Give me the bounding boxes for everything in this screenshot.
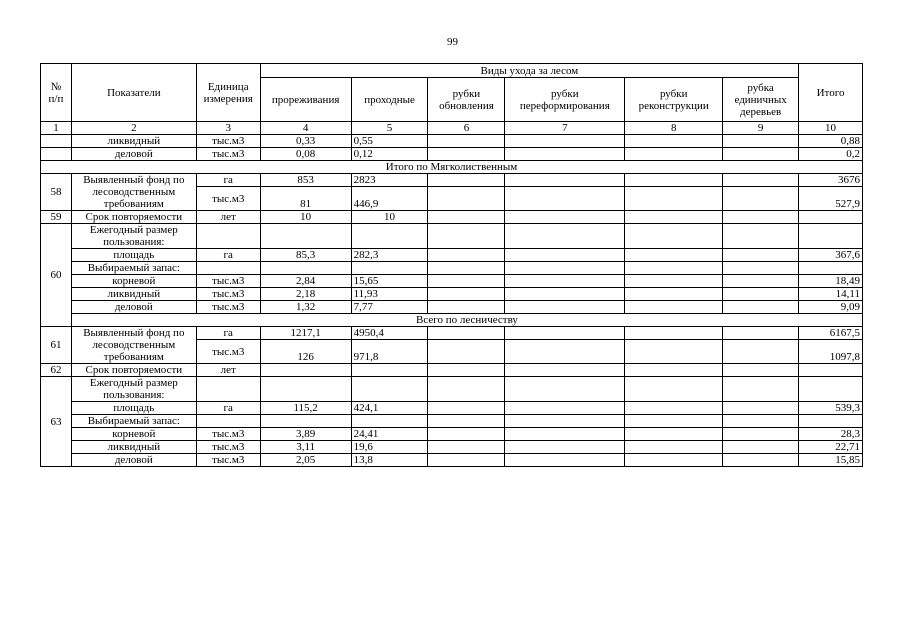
table-row	[41, 441, 863, 454]
cell-value: 971,8	[351, 340, 428, 364]
section-title: Всего по лесничеству	[71, 314, 862, 327]
row-label: ликвидный	[71, 288, 196, 301]
row-unit: тыс.м3	[196, 135, 260, 148]
row-number: 60	[41, 224, 72, 327]
cell-value: 11,93	[351, 288, 428, 301]
cell-value: 7,77	[351, 301, 428, 314]
forest-care-table	[40, 63, 863, 467]
table-row	[41, 377, 863, 402]
col-number: 3	[196, 122, 260, 135]
row-unit: лет	[196, 364, 260, 377]
cell-value: 0,08	[260, 148, 351, 161]
cell-total: 28,3	[799, 428, 863, 441]
header-type: проходные	[351, 78, 428, 122]
row-label: Выявленный фонд по лесоводственным требованиям	[71, 174, 196, 211]
cell-value: 0,55	[351, 135, 428, 148]
row-number: 63	[41, 377, 72, 467]
cell-value: 13,8	[351, 454, 428, 467]
header-type: прореживания	[260, 78, 351, 122]
cell-value: 24,41	[351, 428, 428, 441]
col-number: 7	[505, 122, 625, 135]
row-unit: тыс.м3	[196, 340, 260, 364]
row-unit: тыс.м3	[196, 441, 260, 454]
row-label: Срок повторяемости	[71, 211, 196, 224]
row-label: площадь	[71, 402, 196, 415]
cell-total: 6167,5	[799, 327, 863, 340]
cell-total: 367,6	[799, 249, 863, 262]
header-type: рубки обновления	[428, 78, 505, 122]
header-type: рубка единичных деревьев	[723, 78, 799, 122]
row-unit: га	[196, 327, 260, 340]
cell-total: 527,9	[799, 187, 863, 211]
table-row	[41, 224, 863, 249]
cell-total: 1097,8	[799, 340, 863, 364]
section-title-row	[41, 161, 863, 174]
row-unit: га	[196, 249, 260, 262]
cell-total: 22,71	[799, 441, 863, 454]
cell-value: 853	[260, 174, 351, 187]
table-row	[41, 454, 863, 467]
table-row	[41, 415, 863, 428]
col-number: 10	[799, 122, 863, 135]
cell-value: 19,6	[351, 441, 428, 454]
table-row	[41, 288, 863, 301]
row-label: корневой	[71, 275, 196, 288]
row-label: ликвидный	[71, 135, 196, 148]
cell-value: 0,12	[351, 148, 428, 161]
cell-total: 14,11	[799, 288, 863, 301]
table-row	[41, 428, 863, 441]
header-total: Итого	[799, 64, 863, 122]
col-number: 2	[71, 122, 196, 135]
table-row	[41, 275, 863, 288]
section-title: Итого по Мягколиственным	[41, 161, 863, 174]
row-unit: га	[196, 402, 260, 415]
cell-total: 3676	[799, 174, 863, 187]
cell-value: 10	[260, 211, 351, 224]
cell-value: 3,11	[260, 441, 351, 454]
table-row	[41, 148, 863, 161]
column-numbers-row	[41, 122, 863, 135]
cell-value: 1,32	[260, 301, 351, 314]
cell-value: 115,2	[260, 402, 351, 415]
header-indicators: Показатели	[71, 64, 196, 122]
cell-value: 81	[260, 187, 351, 211]
table-row	[41, 301, 863, 314]
cell-value: 282,3	[351, 249, 428, 262]
row-label: Выявленный фонд по лесоводственным требованиям	[71, 327, 196, 364]
row-number: 59	[41, 211, 72, 224]
row-label: Ежегодный размер пользования:	[71, 224, 196, 249]
cell-value: 15,65	[351, 275, 428, 288]
row-label: Выбираемый запас:	[71, 415, 196, 428]
section-title-row	[41, 314, 863, 327]
col-number: 8	[625, 122, 723, 135]
col-number: 6	[428, 122, 505, 135]
col-number: 5	[351, 122, 428, 135]
row-label: корневой	[71, 428, 196, 441]
cell-value: 3,89	[260, 428, 351, 441]
cell-value: 2,18	[260, 288, 351, 301]
cell-total: 15,85	[799, 454, 863, 467]
table-row	[41, 327, 863, 340]
header-care-types: Виды ухода за лесом	[260, 64, 798, 78]
cell-value: 126	[260, 340, 351, 364]
header-num: № п/п	[41, 64, 72, 122]
cell-value: 10	[351, 211, 428, 224]
cell-value: 446,9	[351, 187, 428, 211]
page-number: 99	[447, 36, 458, 48]
row-label: Выбираемый запас:	[71, 262, 196, 275]
table-row	[41, 249, 863, 262]
row-unit: тыс.м3	[196, 275, 260, 288]
cell-total: 539,3	[799, 402, 863, 415]
cell-value: 2,84	[260, 275, 351, 288]
row-label: деловой	[71, 301, 196, 314]
row-number: 58	[41, 174, 72, 211]
cell-value: 0,33	[260, 135, 351, 148]
row-label: деловой	[71, 148, 196, 161]
cell-total: 0,88	[799, 135, 863, 148]
row-label: Ежегодный размер пользования:	[71, 377, 196, 402]
col-number: 9	[723, 122, 799, 135]
header-unit: Единица измерения	[196, 64, 260, 122]
header-type: рубки переформирования	[505, 78, 625, 122]
cell-value: 1217,1	[260, 327, 351, 340]
row-label: площадь	[71, 249, 196, 262]
row-unit: тыс.м3	[196, 288, 260, 301]
row-unit: тыс.м3	[196, 454, 260, 467]
row-unit: тыс.м3	[196, 187, 260, 211]
col-number: 1	[41, 122, 72, 135]
table-row	[41, 364, 863, 377]
row-number: 62	[41, 364, 72, 377]
row-unit: тыс.м3	[196, 301, 260, 314]
row-label: деловой	[71, 454, 196, 467]
table-row	[41, 262, 863, 275]
cell-total: 18,49	[799, 275, 863, 288]
row-number: 61	[41, 327, 72, 364]
col-number: 4	[260, 122, 351, 135]
table-row	[41, 174, 863, 187]
row-unit: тыс.м3	[196, 148, 260, 161]
cell-value: 2823	[351, 174, 428, 187]
cell-value: 85,3	[260, 249, 351, 262]
table-row	[41, 211, 863, 224]
cell-value: 4950,4	[351, 327, 428, 340]
table-row	[41, 135, 863, 148]
row-unit: га	[196, 174, 260, 187]
header-type: рубки реконструкции	[625, 78, 723, 122]
table-row	[41, 402, 863, 415]
row-unit: лет	[196, 211, 260, 224]
row-unit: тыс.м3	[196, 428, 260, 441]
cell-total: 9,09	[799, 301, 863, 314]
cell-value: 2,05	[260, 454, 351, 467]
row-label: ликвидный	[71, 441, 196, 454]
row-label: Срок повторяемости	[71, 364, 196, 377]
cell-total: 0,2	[799, 148, 863, 161]
cell-value: 424,1	[351, 402, 428, 415]
